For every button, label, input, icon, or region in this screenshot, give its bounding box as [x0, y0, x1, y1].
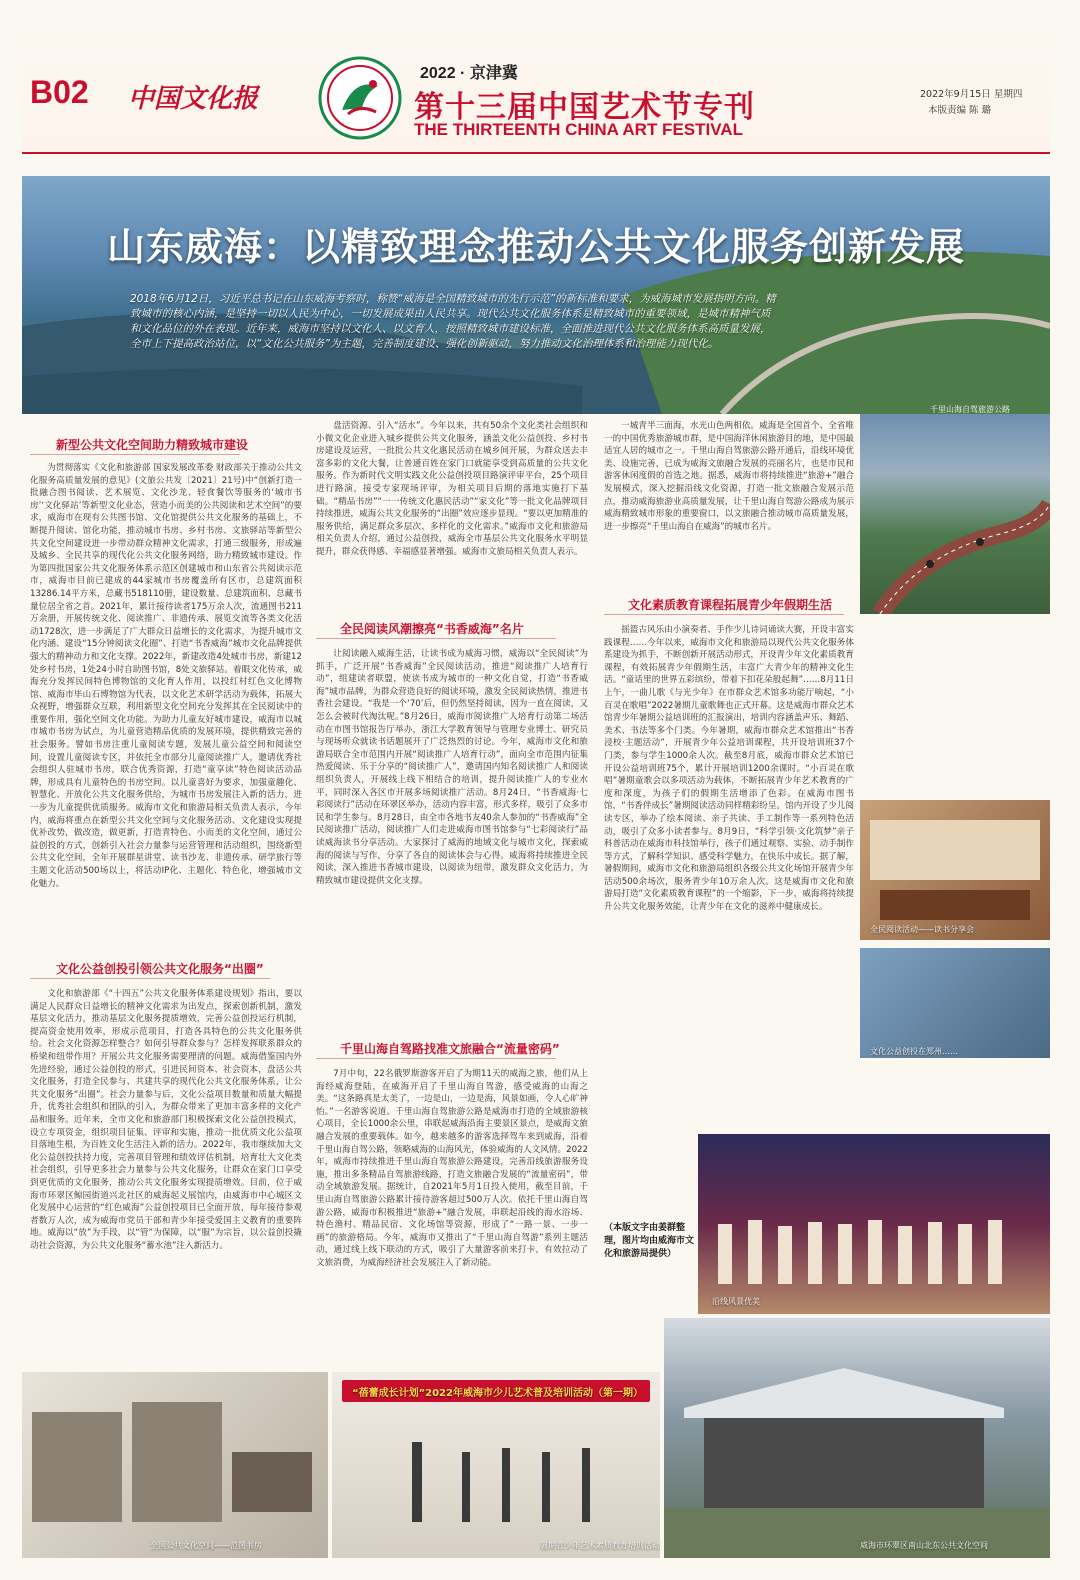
photo-caption-5: 文化公益创投在郑州…… — [870, 1047, 958, 1056]
column-2-text-b: 让阅读融入威海生活，让读书成为威海习惯，威海以“全民阅读”为抓手，广泛开展“书香威海”全民阅读活动，推进“阅读推广人培育行动”，组建读者联盟，使读书成为城市的一种文化自觉，打造“书香威海”城市品牌，为群众营造良好的阅读环境，激发全民阅读热情，推进书香社会建设。“我是一个‘70’后，但仍然坚持阅读，因为一直在阅读，又怎么会被时代淘汰呢。”8月26日，威海市阅读推广人培育行动第二场活动在市图书馆报告厅举办，浙江大学教育领导与管理专业博士、研究员与现场听众就读书话题展开了广泛热烈的讨论。今年，威海市文化和旅游局联合全市范围内开展“阅读推广人培育行动”，面向全市范围内征集热爱阅读、乐于分享的“阅读推广人”，邀请国内知名阅读推广人和阅读组织负责人，开展线上线下相结合的培训，提升阅读推广人的专业水平，同时深入各区市开展多场阅读推广活动。8月24日，“书香威海·七彩阅读行”活动在环翠区举办，活动内容丰富，形式多样，吸引了众多市民和学生参与。8月28日，由全市各地书友40余人参加的“书香威海”全民阅读推广活动，阅读推广人们走进威海市图书馆参与“七彩阅读行”品读威海读书分享活动。大家探讨了威海的地域文化与城市文化，探索威海的阅读与写作，分享了各自的阅读体会与心得。威海将持续推进全民阅读，深入推进书香城市建设，以阅读为纽带，激发群众文化活力，为精致城市建设提供文化支撑。 — [316, 649, 588, 886]
page-number: B02 — [30, 74, 89, 110]
performance-photo — [698, 1134, 1050, 1314]
section-rule — [316, 638, 556, 639]
photo-caption-3: 威海市环翠区南山北东公共文化空间 — [860, 1541, 988, 1550]
section-heading-2: 文化公益创投引领公共文化服务“出圈” — [56, 962, 264, 976]
bookstore-photo — [22, 1372, 328, 1558]
column-2-text-a: 盘活资源、引入“活水”。今年以来，共有50余个文化类社会组织和小微文化企业进入城乡提供公共文化服务，涵盖文化公益创投、乡村书房建设及运营，一批批公共文化惠民活动在城乡间开展，为群众送去丰富多彩的文化大餐，让普通百姓在家门口就能享受到高质量的公共文化服务。作为新时代文明实践文化公益创投项目路演评审平台，25个项目进行路演，接受专家现场评审，为相关项目后期的落地实施打下基础。“精品书房”“一一传统文化惠民活动”“家文化”等一批文化品牌项目持续推进，威海公共文化服务的“出圈”效应逐步显现。“要以更加精准的服务供给，满足群众多层次、多样化的文化需求。”威海市文化和旅游局相关负责人介绍，通过公益创投，威海全市基层公共文化服务水平明显提升，群众获得感、幸福感显著增强。威海市文旅局相关负责人表示。 — [316, 421, 588, 557]
photo-caption-1: 全国公共文化空间——范图书房 — [150, 1541, 262, 1550]
section-rule — [604, 614, 844, 615]
section-rule — [30, 454, 240, 455]
festival-year: 2022 · 京津冀 — [420, 65, 518, 82]
column-3-text-b: 摇篮古风乐由小演奏者、手作少儿诗词诵读大赛，开设丰富实践课程……今年以来，威海市文化和旅游局以现代公共文化服务体系建设为抓手，不断创新开展活动形式，开设青少年文化素质教育课程，有效拓展青少年假期生活，丰富广大青少年的精神文化生活。“童话里的世界五彩缤纷，带着下扣花朵般起舞”……8月11日上午，一曲儿歌《与光少年》在市群众艺术馆多功能厅响起，“小百灵在歌唱”2022暑期儿童歌舞也正式开幕。这是威海市群众艺术馆青少年暑期公益培训班的汇报演出，培训内容涵盖声乐、舞蹈、美术、书法等多个门类。今年暑期，威海市群众艺术馆推出“书香浸校·主题活动”，开展青少年公益培训课程，共开设培训班37个门类，参与学生1000余人次。截至8月底，威海市群众艺术馆已开设公益培训班75个，累计开展培训1200余课时。“小百灵在歌唱”暑期童歌会以多项活动为载体，不断拓展青少年艺术教育的广度和深度，为孩子们的假期生活增添了色彩。在威海市图书馆，“书香伴成长”暑期阅读活动同样精彩纷呈。馆内开设了少儿阅读专区，举办了绘本阅读、亲子共读、手工制作等一系列特色活动，吸引了众多小读者参与。8月9日，“科学引领·文化筑梦”亲子科普活动在威海市科技馆举行，孩子们通过观察、实验、动手制作等方式，了解科学知识、感受科学魅力，在快乐中成长。据了解，暑假期间，威海市文化和旅游局组织各级公共文化场馆开展青少年活动500余场次，服务青少年10万余人次。这是威海市文化和旅游局打造“文化素质教育课程”的一个缩影，下一步，威海将持续提升公共文化服务效能，让青少年在文化的滋养中健康成长。 — [604, 625, 854, 913]
section-heading-5: 文化素质教育课程拓展青少年假期生活 — [628, 598, 833, 612]
page-editor: 本版责编 陈 璐 — [928, 105, 992, 116]
festival-logo-icon — [318, 56, 402, 140]
column-1-text-b: 文化和旅游部《“十四五”公共文化服务体系建设规划》指出，要以满足人民群众日益增长的精神文化需求为出发点，探索创新机制，激发基层文化活力，推动基层文化服务提质增效，完善公益创投运行机制，提高资金使用效率，形成示范项目，打造各具特色的公共文化服务供给。社会文化资源怎样整合？如何引导群众参与？怎样发挥联系群众的桥梁和纽带作用？开展公共文化服务需要理清的问题。威海借鉴国内外先进经验，通过公益创投的形式，引进民间资本、社会资本，盘活公共文化服务，打造全民参与、共建共享的现代化公共文化服务体系，让公共文化服务“出圈”。社会力量参与后，文化公益项目数量和质量大幅提升，优秀社会组织和团队的引入，为群众带来了更加丰富多样的文化产品和服务。近年来，全市文化和旅游部门积极探索文化公益创投模式，设立专项资金，组织项目征集、评审和实施，推动一批优质文化公益项目落地生根，为百姓文化生活注入新的活力。2022年，我市继续加大文化公益创投扶持力度，完善项目管理和绩效评估机制，培育壮大文化类社会组织，引导更多社会力量参与公共文化服务，让群众在家门口享受到更优质的文化服务，推动公共文化服务实现提质增效。目前，位于威海市环翠区鲸园街道兴北社区的威海起义展馆内，由威海市中心城区文化发展中心运营的“红色威海”公益创投项目已全面开放，每年接待参观者数万人次，成为威海市党员干部和青少年接受爱国主义教育的重要阵地。威海以“放”为手段，以“管”为保障，以“服”为宗旨，以公益创投撬动社会资源，为公共文化服务“蓄水池”注入新活力。 — [30, 989, 302, 1251]
section-rule — [30, 978, 270, 979]
column-3-text-a: 一城青半三面海，水光山色两相依。威海是全国首个、全省唯一的中国优秀旅游城市群，是中国海洋休闲旅游目的地，是中国最适宜人居的城市之一。千里山海自驾旅游公路开通后，沿线环境优美、设施完善，已成为威海文旅融合发展的亮丽名片，也是市民和游客休闲度假的首选之地。据悉，威海市将持续推进“旅游+”融合发展模式，深入挖掘沿线文化资源，打造一批文旅融合发展示范点，推动威海旅游业高质量发展，让千里山海自驾游公路成为展示威海精致城市形象的重要窗口，以文旅融合推动城市高质量发展，进一步擦亮“千里山海自在威海”的城市名片。 — [604, 421, 854, 532]
section-heading-1: 新型公共文化空间助力精致城市建设 — [56, 438, 249, 452]
header-divider — [22, 152, 1050, 154]
hero-caption: 千里山海自驾旅游公路 — [930, 405, 1010, 414]
photo-caption-2: 暑期青少年艺术素质教育培训活动 — [540, 1541, 660, 1550]
section-heading-4: 千里山海自驾路找准文旅融合“流量密码” — [340, 1042, 560, 1056]
newspaper-name: 中国文化报 — [128, 84, 259, 114]
column-1-text-a: 为贯彻落实《文化和旅游部 国家发展改革委 财政部关于推动公共文化服务高质量发展的意见》(文旅公共发〔2021〕21号)中“创新打造一批融合图书阅读、艺术展览、文化沙龙、轻食餐饮等服务的‘城市书房’‘文化驿站’等新型文化业态，营造小而美的公共阅读和艺术空间”的要求，威海市在现有公共图书馆、文化馆提供公共文化服务的基础上，不断提升阅读、馆化功能，推动城市书房、乡村书房、文旅驿站等新型公共文化空间建设进一步带动群众精神文化需求，打通三级服务，形成遍及城乡、全民共享的现代化公共文化服务网络，助力精致城市建设。作为第四批国家公共文化服务体系示范区创建城市和山东省公共阅读示范市，威海市目前已建成的44家城市书房覆盖所有区市，总建筑面积13286.14平方米，总藏书518110册，建设数量、总建筑面积、总藏书量位居全省之首。2021年，累计接待读者175万余人次，流通图书211万余册，开展传统文化、阅读推广、非遗传承、展览交流等各类文化活动1728次，进一步满足了广大群众日益增长的文化需求，为提升城市文化内涵、建设“15分钟阅读文化圈”、打造“书香威海”城市文化品牌提供强大的精神动力和文化支撑。2022年，新建改造4处城市书房，新建12处乡村书房，1处24小时自助图书馆，8处文旅驿站。着眼文化传承，威海充分发挥民间特色博物馆的文化育人作用，以投红村红色文化博物馆、威海市毕山石博物馆为代表，以文化艺术研学活动为载体，拓展大众视野，增强群众互联，利用新型文化空间充分发挥其在全民阅读中的重要作用，强化空间文化功能。为助力儿童友好城市建设，威海市以城市城市书房为试点，为儿童营造精品优质的发展环境，提供精致完善的社会服务。譬如书房注重儿童阅读专题，发展儿童公益空间和阅读空间，设置儿童阅读专区，并依托全市部分儿童阅读推广人，邀请优秀社会组织人驻城市书房，联合优秀资源，打造“童享读”特色阅读活动品牌，形成具有儿童特色的书房空间。以儿童喜好为要求，加强童趣化、智慧化、开放化公共文化服务供给，为城市书房发展注入新的活力，进一步为儿童提供优质服务。威海市文化和旅游局相关负责人表示，今年内，威海将重点在新型公共文化空间与文化服务活动、文化建设实现提优补改势，做改造，做更新，打造青特色、小而美的文化空间，通过公益创投的方式，创新引入社会力量参与运营管理和活动组织，围绕新型公共文化空间，全年开展群星讲堂、读书沙龙、非遗传承、研学旅行等主题文化活动500场以上，将活动IP化、主题化、特色化，增强城市文化魅力。 — [30, 463, 302, 889]
festival-title-cn: 第十三届中国艺术节专刊 — [414, 90, 755, 125]
cultural-center-photo — [664, 1318, 1050, 1558]
article-lead: 2018年6月12日，习近平总书记在山东威海考察时，称赞“威海是全国精致城市的先行示范”的新标准和要求，为威海城市发展指明方向。精致城市的核心内涵，是坚持一切以人民为中心，一切发展成果由人民共享。现代公共文化服务体系是精致城市的重要领域，是城市精神气质和文化品位的外在表现。近年来，威海市坚持以文化人、以文育人，按照精致城市建设标准，全面推进现代公共文化服务体系高质量发展，全市上下提高政治站位，以“文化公共服务”为主题，完善制度建设、强化创新驱动，努力推动文化治理体系和治理能力现代化。 — [130, 293, 776, 350]
festival-title-en: THE THIRTEENTH CHINA ART FESTIVAL — [414, 120, 743, 139]
issue-date: 2022年9月15日 星期四 — [920, 89, 1023, 100]
article-headline: 山东威海：以精致理念推动公共文化服务创新发展 — [106, 224, 965, 269]
reading-room-photo — [860, 800, 1050, 940]
column-2-text-c: 7月中旬，22名俄罗斯游客开启了为期11天的威海之旅，他们从上海经威海登陆，在威海开启了千里山海自驾游，感受威海的山海之美。“这条路真是太美了，一边是山，一边是海，风景如画，令人心旷神怡。”一名游客说道。千里山海自驾旅游公路是威海市打造的全域旅游核心项目，全长1000余公里，串联起威海沿海主要景区景点，是威海文旅融合发展的重要载体。如今，越来越多的游客选择驾车来到威海，沿着千里山海自驾公路，领略威海的山海风光，体验威海的人文风情。2022年，威海市持续推进千里山海自驾旅游公路建设，完善沿线旅游服务设施，推出多条精品自驾旅游线路，打造文旅融合发展的“流量密码”，带动全域旅游发展。据统计，自2021年5月1日投入使用，截至目前，千里山海自驾旅游公路累计接待游客超过500万人次。依托千里山海自驾游公路，威海市积极推进“旅游+”融合发展，串联起沿线的海水浴场、特色渔村、精品民宿、文化场馆等资源，形成了“一路一景、一步一画”的旅游格局。今年，威海市又推出了“千里山海自驾游”系列主题活动，通过线上线下联动的方式，吸引了大量游客前来打卡，有效拉动了文旅消费，为威海经济社会发展注入了新动能。 — [316, 1069, 588, 1268]
road-photo — [860, 414, 1050, 614]
dance-class-photo — [332, 1372, 660, 1558]
photo-caption-6: 全民阅读活动——读书分享会 — [870, 925, 974, 934]
library-photo — [860, 948, 1050, 1058]
photo-caption-4: 沿线风景优美 — [712, 1297, 760, 1306]
section-heading-3: 全民阅读风潮擦亮“书香威海”名片 — [340, 622, 524, 636]
section-rule — [316, 1058, 556, 1059]
photo-banner-text: “蓓蕾成长计划”2022年威海市少儿艺术普及培训活动（第一期） — [352, 1388, 643, 1399]
credit-line: （本版文字由姜群整理，图片均由威海市文化和旅游局提供） — [604, 1223, 695, 1259]
